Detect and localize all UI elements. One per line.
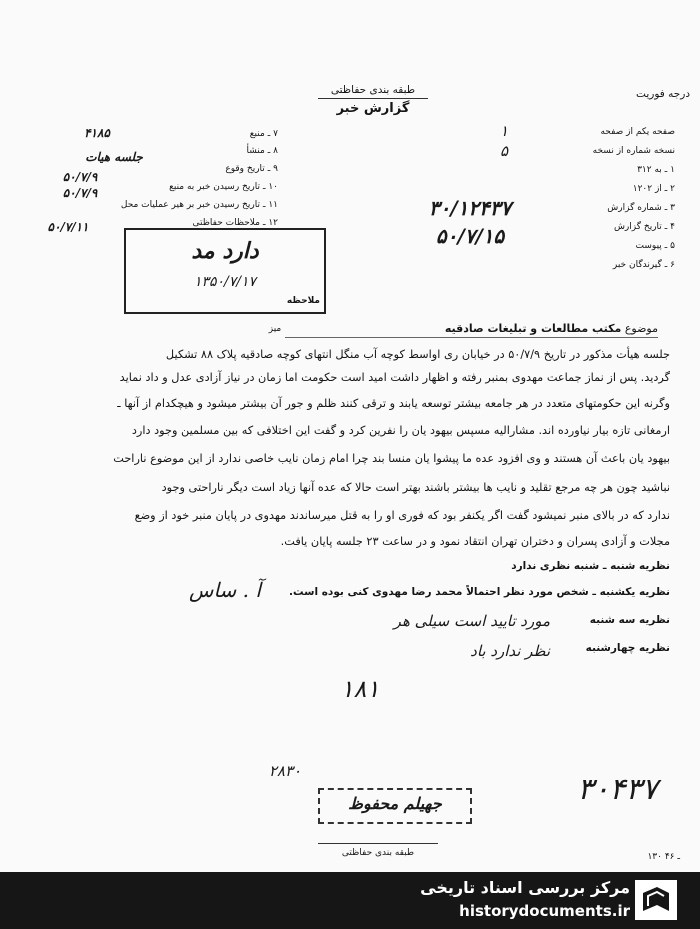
field-origin: ۸ ـ منشأ	[246, 146, 278, 156]
classification-bottom: طبقه بندی حفاظتی	[341, 848, 415, 858]
field-recipients: ۶ ـ گیرندگان خبر	[612, 260, 675, 270]
field-copy: نسخه شماره از نسخه	[592, 146, 675, 156]
occurrence-date-value: ۵۰/۷/۹	[62, 170, 98, 184]
report-title: گزارش خبر	[336, 101, 410, 116]
handwritten-wednesday: نظر ندارد باد	[470, 642, 550, 660]
body-line: بیهود یان باعث آن هستند و وی افزود عده ما پیشوا یان منسا بند چرا امام زمان نایب خاصی ندارد از این موضوع ناراحت	[113, 452, 670, 465]
field-source: ۷ ـ منبع	[249, 129, 278, 139]
field-page: صفحه یکم از صفحه	[600, 127, 675, 137]
opinion-row	[460, 560, 670, 572]
field-from: ۲ ـ از ۱۲۰۲	[632, 184, 675, 194]
header-divider	[318, 98, 428, 99]
field-report-number: ۳ ـ شماره گزارش	[607, 203, 675, 213]
stamp-line-1: دارد مد	[191, 238, 259, 264]
origin-value: جلسه هیات	[85, 150, 143, 164]
subject-text: مکتب مطالعات و تبلیغات صادقیه	[444, 322, 622, 335]
stamp-line-2: ۱۳۵۰/۷/۱۷	[193, 274, 257, 290]
body-line: گردید. پس از نماز جماعت مهدوی بمنبر رفته و اظهار داشت امید است حکومت اما زمان در نیاز آزادی عدل و داد نماید	[119, 371, 670, 384]
logo-icon	[635, 880, 677, 920]
opinion-row	[260, 586, 670, 598]
security-note-value: ۵۰/۷/۱۱	[47, 220, 89, 234]
subject-line	[440, 322, 658, 335]
body-line: نباشید چون هر چه مرجع تقلید و نایب ها بیشتر باشند بهتر است حالا که عده آنها زیاد است دیگر ناراحتی وجود	[161, 481, 670, 494]
opinion-row	[560, 642, 670, 654]
field-report-date: ۴ ـ تاریخ گزارش	[613, 222, 675, 232]
copy-value: ۵	[499, 142, 509, 160]
report-number-value: ۳۰/۱۲۴۳۷	[428, 196, 512, 220]
body-line: جلسه هیأت مذکور در تاریخ ۵۰/۷/۹ در خیابان ری اواسط کوچه آب منگل انتهای کوچه صادقیه پلاک ۸۸ تشکیل	[165, 348, 670, 361]
archive-stamp	[318, 788, 472, 824]
field-received-ops: ۱۱ ـ تاریخ رسیدن خبر بر هیر عملیات محل	[120, 200, 278, 210]
field-to: ۱ ـ به ۳۱۲	[637, 165, 675, 175]
stamp-label-1: ملاحظه	[286, 296, 320, 306]
field-occurrence-date: ۹ ـ تاریخ وقوع	[225, 164, 278, 174]
subject-underline	[285, 337, 658, 338]
handwritten-small-number: ۲۸۳۰	[268, 762, 302, 780]
form-code: ۱۳۰ ـ ۴۶	[647, 852, 680, 862]
received-source-value: ۵۰/۷/۹	[62, 186, 98, 200]
handwritten-sunday: آ . ساس	[189, 578, 261, 602]
opinion-label: نظریه یکشنبه	[599, 586, 670, 598]
subject-label: موضوع	[624, 322, 658, 335]
footer-divider	[318, 843, 438, 844]
urgency-label: درجه فوریت	[636, 88, 690, 100]
opinion-label: نظریه شنبه	[610, 560, 670, 572]
report-date-value: ۵۰/۷/۱۵	[435, 224, 505, 248]
body-line: ندارد که در بالای منبر نمیشود گفت اگر یکنفر بود که فوری او را به قتل میرساندند مهدوی در پایان منبر خود از وضع	[134, 509, 670, 522]
opinion-label: نظریه سه شنبه	[589, 614, 670, 626]
website: historydocuments.ir	[459, 902, 630, 920]
body-line: مجلات و آزادی پسران و دختران تهران انتقاد نمود و در ساعت ۲۳ جلسه پایان یافت.	[280, 535, 670, 548]
field-security-note: ۱۲ ـ ملاحظات حفاظتی	[192, 218, 278, 228]
watermark-band	[0, 872, 700, 929]
center-name: مرکز بررسی اسناد تاریخی	[420, 878, 630, 897]
body-line: وگرنه این حکومتهای متعدد در هر جامعه بیشتر توسعه یابند و ترقی کنند ظلم و جور آن بیشتر میشود و هیچکدام از آنها ـ	[117, 397, 670, 410]
page-value: ۱	[499, 122, 509, 140]
handwritten-tuesday: مورد تایید است سیلی هر	[393, 612, 550, 630]
body-line: ارمغانی تازه بیار نیاورده اند. مشارالیه مسپس بیهود یان را نفرین کرد و گفت این اختلافی که بین مسلمین وجود دارد	[131, 424, 670, 437]
handwritten-mark: ۱۸۱	[340, 675, 380, 703]
opinion-row	[560, 614, 670, 626]
archive-stamp-text: جهیلم محفوظ	[348, 794, 442, 813]
source-value: ۴۱۸۵	[84, 126, 110, 140]
classification-top: طبقه بندی حفاظتی	[330, 84, 416, 96]
opinion-text: ـ شنبه نظری ندارد	[511, 560, 607, 572]
handwritten-number: ۳۰۴۳۷	[577, 772, 658, 807]
stamp-label-2: میز	[268, 324, 282, 334]
opinion-text: ـ شخص مورد نظر احتمالاً محمد رضا مهدوی کنی بوده است.	[289, 586, 596, 598]
opinion-label: نظریه چهارشنبه	[585, 642, 670, 654]
field-received-source: ۱۰ ـ تاریخ رسیدن خبر به منبع	[169, 182, 278, 192]
field-attachment: ۵ ـ پیوست	[635, 241, 675, 251]
